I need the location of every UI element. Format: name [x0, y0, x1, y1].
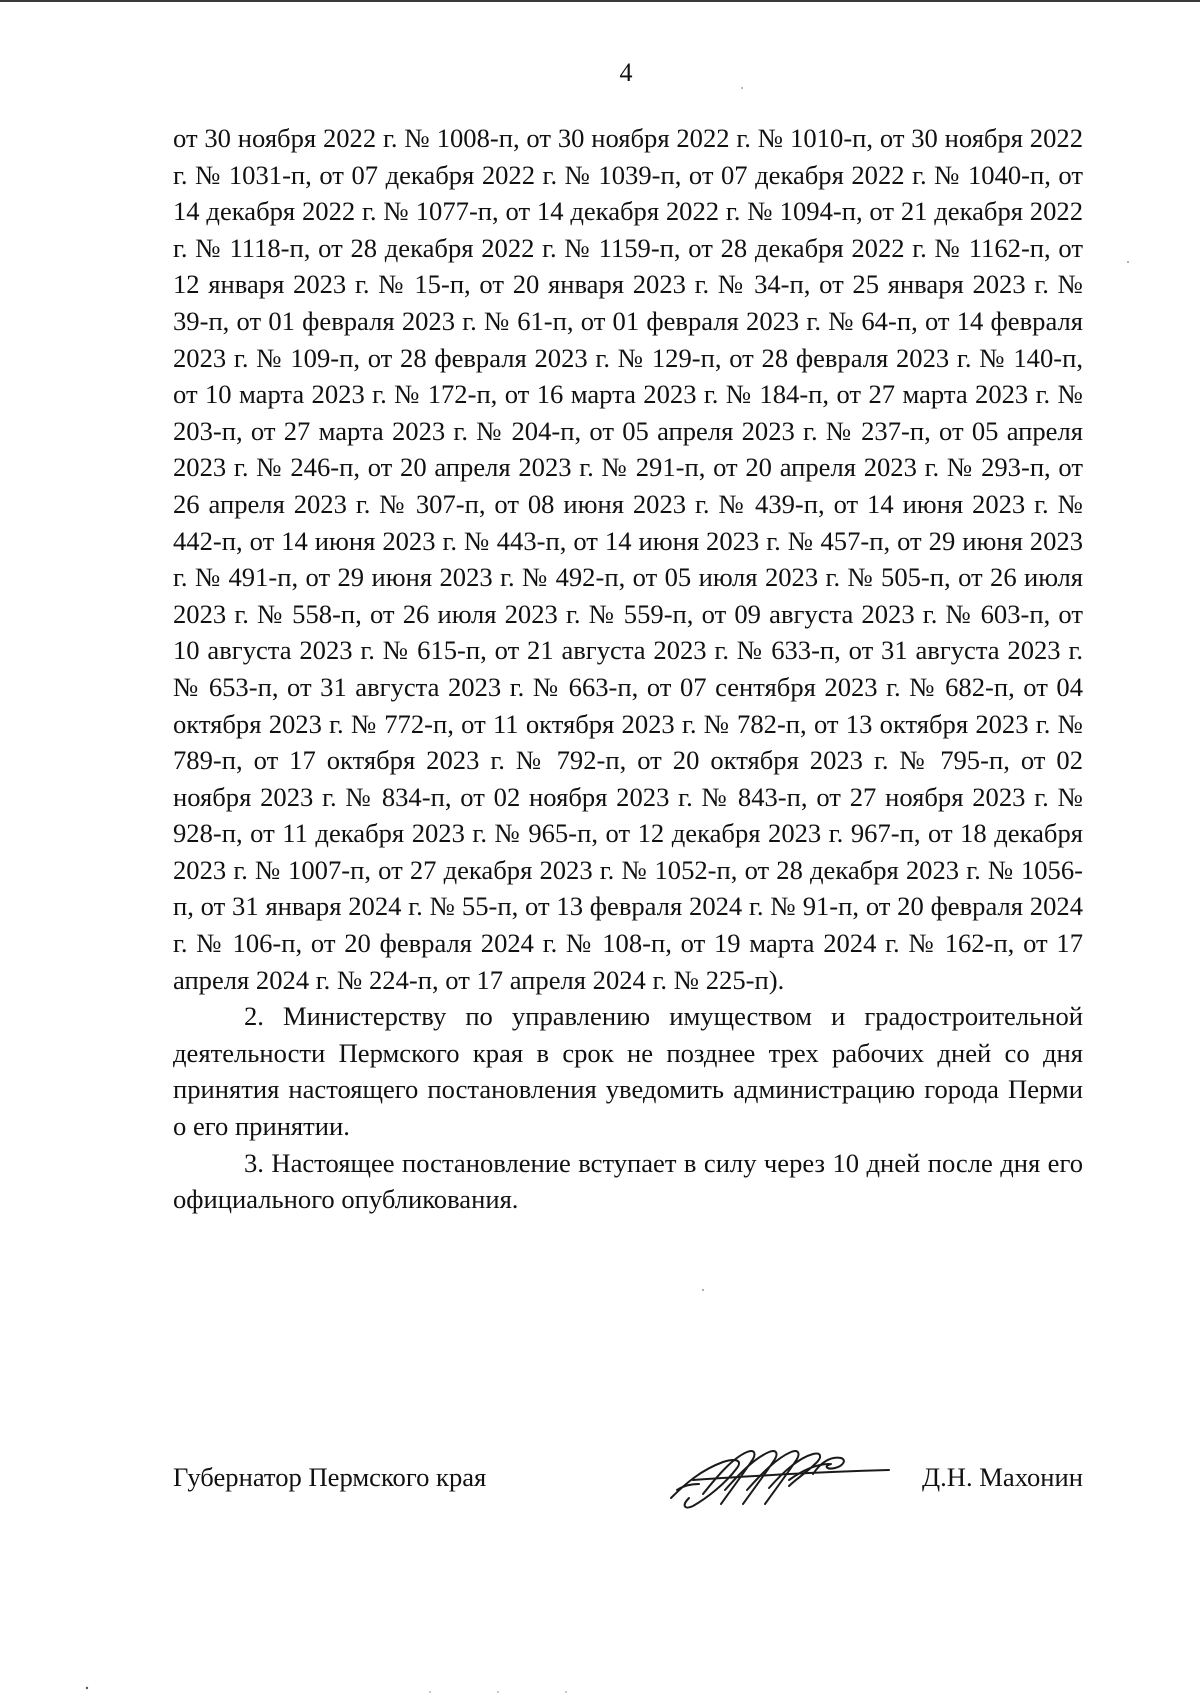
amended-resolutions-list: от 30 ноября 2022 г. № 1008-п, от 30 ноября 2022 г. № 1010-п, от 30 ноября 2022 г. № 1031-п, от 07 декабря 2022 г. № 1039-п, от 07 декабря 2022 г. № 1040-п, от 14 декабря 2022 г. № 1077-п, от 14 декабря 2022 г. № 1094-п, от 21 декабря 2022 г. № 1118-п, от 28 декабря 2022 г. № 1159-п, от 28 декабря 2022 г. № 1162-п, от 12 января 2023 г. № 15-п, от 20 января 2023 г. № 34-п, от 25 января 2023 г. № 39-п, от 01 февраля 2023 г. № 61-п, от 01 февраля 2023 г. № 64-п, от 14 февраля 2023 г. № 109-п, от 28 февраля 2023 г. № 129-п, от 28 февраля 2023 г. № 140-п, от 10 марта 2023 г. № 172-п, от 16 марта 2023 г. № 184-п, от 27 марта 2023 г. № 203-п, от 27 марта 2023 г. № 204-п, от 05 апреля 2023 г. № 237-п, от 05 апреля 2023 г. № 246-п, от 20 апреля 2023 г. № 291-п, от 20 апреля 2023 г. № 293-п, от 26 апреля 2023 г. № 307-п, от 08 июня 2023 г. № 439-п, от 14 июня 2023 г. № 442-п, от 14 июня 2023 г. № 443-п, от 14 июня 2023 г. № 457-п, от 29 июня 2023 г. № 491-п, от 29 июня 2023 г. № 492-п, от 05 июля 2023 г. № 505-п, от 26 июля 2023 г. № 558-п, от 26 июля 2023 г. № 559-п, от 09 августа 2023 г. № 603-п, от 10 августа 2023 г. № 615-п, от 21 августа 2023 г. № 633-п, от 31 августа 2023 г. № 653-п, от 31 августа 2023 г. № 663-п, от 07 сентября 2023 г. № 682-п, от 04 октября 2023 г. № 772-п, от 11 октября 2023 г. № 782-п, от 13 октября 2023 г. № 789-п, от 17 октября 2023 г. № 792-п, от 20 октября 2023 г. № 795-п, от 02 ноября 2023 г. № 834-п, от 02 ноября 2023 г. № 843-п, от 27 ноября 2023 г. № 928-п, от 11 декабря 2023 г. № 965-п, от 12 декабря 2023 г. 967-п, от 18 декабря 2023 г. № 1007-п, от 27 декабря 2023 г. № 1052-п, от 28 декабря 2023 г. № 1056-п, от 31 января 2024 г. № 55-п, от 13 февраля 2024 г. № 91-п, от 20 февраля 2024 г. № 106-п, от 20 февраля 2024 г. № 108-п, от 19 марта 2024 г. № 162-п, от 17 апреля 2024 г. № 224-п, от 17 апреля 2024 г. № 225-п). — [173, 123, 1083, 995]
clause-3: 3. Настоящее постановление вступает в силу через 10 дней после дня его официального опубликования. — [173, 1147, 1083, 1215]
page-number: 4 — [619, 58, 633, 87]
signer-position: Губернатор Пермского края — [173, 1462, 487, 1492]
signature-block — [173, 1448, 1083, 1548]
scan-top-edge — [0, 0, 1200, 2]
document-body — [173, 120, 1083, 1218]
handwritten-signature — [663, 1440, 893, 1520]
signer-name: Д.Н. Махонин — [921, 1462, 1083, 1492]
clause-2: 2. Министерству по управлению имуществом и градостроительной деятельности Пермского края в срок не позднее трех рабочих дней со дня принятия настоящего постановления уведомить администрацию города Перми о его принятии. — [173, 1001, 1083, 1142]
